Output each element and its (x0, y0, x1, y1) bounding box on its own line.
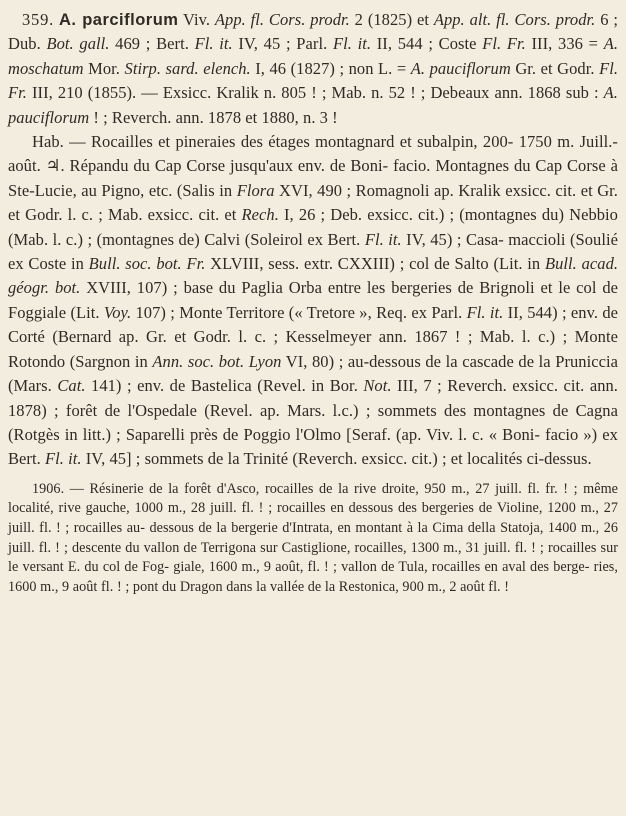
species-name: A. parciflorum (58, 11, 179, 29)
species-entry (8, 8, 618, 130)
italic-citation: Flora (236, 180, 275, 200)
text-run: giale, 1600 m., 9 août, fl. ! ; vallon de Tula, rocailles en aval des berge- (173, 559, 590, 576)
text-run: III, 7 ; Reverch. exsicc. cit. ann. 1878) ; forêt de l'Ospedale (8, 376, 618, 420)
italic-citation: A. pauciflorum (8, 83, 618, 127)
italic-citation: Fl. it. (332, 34, 372, 54)
text-run: exsicc. cit. et (147, 205, 242, 225)
text-run: rocailles, 1300 m., 31 juill. fl. ! ; rocailles sur le versant E. du col de Fog- (8, 539, 618, 576)
text-run: facio ») ex Bert. (8, 424, 618, 469)
text-run: IV, 45) ; Casa- (401, 229, 504, 249)
text-run: 900 m., 2 août fl. ! (402, 578, 510, 595)
italic-citation: Cat. (57, 376, 86, 396)
italic-citation: Bot. gall. (46, 34, 110, 54)
italic-citation: Bull. acad. géogr. bot. (8, 254, 619, 298)
text-run: VI, 80) ; au-dessous de (281, 351, 442, 371)
text-run: XVI, 490 ; Romagnoli ap. Kralik exsicc. cit. et Gr. et Godr. l. c. ; Mab. (8, 180, 618, 225)
text-run: 141) ; env. de Bastelica (Revel. in (85, 376, 325, 396)
text-run: cit.) ; et localités ci-dessus. (411, 449, 592, 469)
text-run: Bor. (329, 376, 364, 396)
text-run: (Revel. ap. Mars. l.c.) ; sommets des montagnes de Cagna (Rotgès in (8, 400, 618, 444)
text-run: (Mab. l. c.) ; (montagnes de) Calvi (Soleirol ex Bert. (8, 229, 365, 249)
habitat-paragraph (8, 130, 618, 472)
text-run: (Bernard ap. Gr. et Godr. l. c. ; Kesselmeyer ann. 1867 ! ; Mab. l. c.) ; (52, 327, 568, 347)
species-number: 359. (22, 10, 55, 29)
text-run: Mor. (83, 58, 125, 78)
text-run: 1906. — Résinerie de la forêt d'Asco, rocailles de la rive droite, 950 m., (32, 480, 470, 497)
text-run: Viv. (178, 10, 215, 29)
italic-citation: Rech. (241, 205, 279, 225)
text-run: Hab. — Rocailles et pineraies des étages montagnard et subalpin, 200- (32, 132, 514, 152)
text-run: en dessous des bergeries de Violine, 1200 m., 27 juill. fl. ! ; rocailles au- (8, 500, 619, 536)
text-run: ries, 1600 m., 9 août fl. ! ; pont du Dragon dans la vallée de la Restonica, (8, 559, 618, 595)
text-run: sub : (565, 83, 604, 103)
text-run: 210 (1855). — Exsicc. Kralik n. 805 ! ; Mab. n. 52 ! ; Debeaux ann. 1868 (57, 83, 561, 103)
italic-citation: alt. fl. Cors. prodr. (469, 10, 596, 29)
italic-citation: App. (433, 10, 465, 29)
text-run: ! ; Reverch. ann. 1878 et 1880, n. 3 ! (89, 107, 338, 127)
italic-citation: Fl. it. (466, 302, 504, 322)
text-run: dessous de la bergerie d'Intrata, en montant à la Cima della Statoja, (149, 519, 544, 536)
italic-citation: Voy. (103, 302, 132, 322)
text-run: litt.) ; Saparelli près de Poggio l'Olmo [Seraf. (ap. Viv. l. c. « Boni- (82, 424, 540, 444)
text-run: facio. Montagnes du Cap Corse à Ste-Lucie, au Pigno, etc. (Salis in (8, 156, 618, 200)
text-run: IV, 45] ; sommets de la Trinité (Reverch. exsicc. (81, 449, 408, 469)
italic-citation: App. fl. Cors. prodr. (214, 10, 350, 29)
text-run: III, 336 = (525, 34, 604, 54)
text-run: XLVIII, sess. extr. CXXIII) ; (205, 254, 405, 274)
italic-citation: Fl. it. (44, 449, 82, 469)
text-run: 1750 m. Juill.-août. ♃. Répandu du Cap Corse jusqu'aux env. de Boni- (8, 132, 618, 176)
text-run: col de Salto (Lit. in (409, 254, 545, 274)
italic-citation: Stirp. sard. (124, 58, 199, 78)
italic-citation: Not. (363, 376, 392, 396)
italic-citation: Fl. it. (194, 34, 233, 54)
italic-citation: A. moschatum (8, 34, 619, 78)
text-run: Gr. et Godr. (510, 58, 600, 78)
text-run: 469 ; Bert. (109, 34, 195, 54)
text-run: maccioli (Soulié ex Coste in (8, 229, 618, 274)
text-run: XVIII, 107) ; base du Paglia (80, 278, 283, 298)
text-run: I, 26 ; Deb. exsicc. cit.) ; (montagnes du) Nebbio (278, 205, 618, 225)
text-run: II, 544 ; Coste (371, 34, 483, 54)
italic-citation: Bull. soc. bot. Fr. (88, 254, 206, 274)
italic-citation: Fl. Fr. (482, 34, 526, 54)
italic-citation: Ann. soc. bot. Lyon (152, 351, 282, 371)
text-run: Orba entre les bergeries de Brignoli et le col de Foggiale (Lit. (8, 278, 619, 322)
text-run: 107) ; (131, 302, 175, 322)
text-run: Monte Rotondo (Sargnon in (8, 327, 618, 371)
text-run: I, 46 (1827) ; non L. = (250, 58, 411, 78)
collection-note-1906 (8, 480, 618, 598)
text-run: III, (26, 83, 53, 103)
italic-citation: elench. (203, 58, 251, 78)
text-run: 6 ; Dub. (8, 10, 618, 54)
italic-citation: A. pauciflorum (410, 58, 511, 78)
text-run: IV, 45 ; Parl. (232, 34, 328, 54)
text-run: 1400 m., 26 juill. fl. ! ; descente du vallon de Terrigona sur Castiglione, (8, 519, 618, 556)
italic-citation: Fl. it. (364, 229, 402, 249)
italic-citation: Fl. Fr. (8, 58, 619, 103)
text-run: II, 544) ; env. de Corté (8, 302, 618, 347)
text-run: Monte Territore (« Tretore », Req. ex Parl. (179, 302, 467, 322)
text-run: 27 juill. fl. fr. ! ; même localité, rive gauche, 1000 m., 28 juill. fl. ! ; rocailles (8, 480, 619, 517)
text-run: la cascade de la Pruniccia (Mars. (8, 351, 618, 396)
text-run: 2 (1825) et (349, 10, 434, 29)
